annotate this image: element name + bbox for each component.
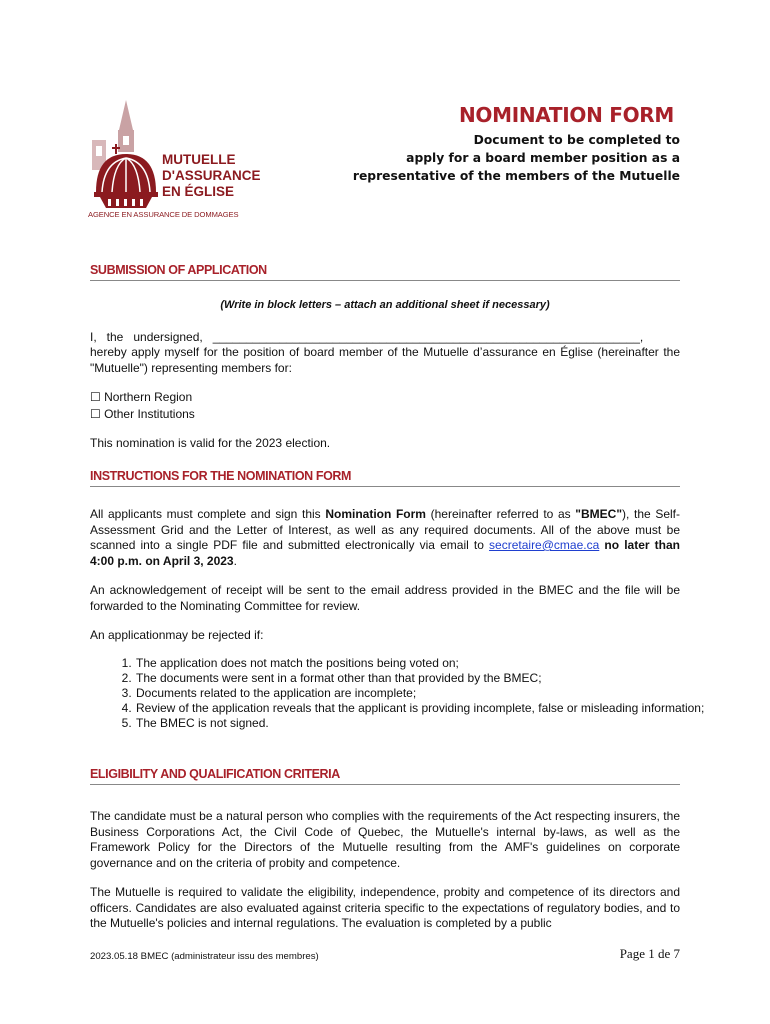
document-reference: 2023.05.18 BMEC (administrateur issu des membres) — [90, 951, 319, 962]
checkbox-northern-region[interactable]: ☐ Northern Region — [90, 390, 193, 404]
application-statement: hereby apply myself for the position of board member of the Mutuelle d’assurance en Église (hereinafter the "Mutuelle") representing members for: — [90, 345, 680, 375]
applicant-name-field[interactable]: ________________________________________________________________, — [212, 330, 644, 344]
validity-note: This nomination is valid for the 2023 election. — [90, 436, 331, 450]
section-heading-eligibility: ELIGIBILITY AND QUALIFICATION CRITERIA — [90, 767, 340, 781]
bmec-term: "BMEC" — [575, 507, 623, 521]
page-number: Page 1 de 7 — [619, 946, 680, 961]
logo-name-line3: EN ÉGLISE — [162, 184, 235, 199]
list-item: 4. Review of the application reveals that the applicant is providing incomplete, false or misleading information; — [135, 701, 725, 716]
section-heading-submission: SUBMISSION OF APPLICATION — [90, 263, 267, 277]
church-dome-icon — [86, 100, 166, 212]
section-divider — [90, 280, 680, 281]
instructions-paragraph-2: An acknowledgement of receipt will be sent to the email address provided in the BMEC and the file will be forwarded to the Nominating Committee for review. — [90, 583, 680, 613]
section-divider — [90, 486, 680, 487]
instructions-paragraph-1 — [90, 507, 680, 569]
block-letters-instruction: (Write in block letters – attach an additional sheet if necessary) — [220, 299, 550, 311]
list-item: 2. The documents were sent in a format other than that provided by the BMEC; — [135, 671, 725, 686]
subtitle-line: Document to be completed to — [473, 133, 680, 147]
checkbox-other-institutions[interactable]: ☐ Other Institutions — [90, 407, 195, 421]
logo-name-line1: MUTUELLE — [162, 152, 236, 167]
instructions-paragraph-3: An applicationmay be rejected if: — [90, 628, 264, 642]
applicant-name-line — [90, 330, 680, 346]
logo-company-name — [162, 152, 260, 200]
page-title: NOMINATION FORM — [458, 103, 674, 127]
instr-text: . — [233, 553, 237, 568]
subtitle-line: representative of the members of the Mutuelle — [352, 169, 680, 183]
logo-tagline: AGENCE EN ASSURANCE DE DOMMAGES — [88, 210, 239, 219]
list-item: 5. The BMEC is not signed. — [135, 716, 725, 731]
nomination-form-term: Nomination Form — [325, 507, 426, 521]
applicant-prefix: I, the undersigned, — [90, 330, 213, 344]
subtitle-line: apply for a board member position as a — [406, 151, 680, 165]
instr-text: All applicants must complete and sign this — [90, 507, 326, 521]
email-link[interactable]: secretaire@cmae.ca — [489, 538, 600, 552]
list-item: 1. The application does not match the positions being voted on; — [135, 656, 725, 671]
instr-text: (hereinafter referred to as — [425, 507, 576, 521]
eligibility-paragraph-1: The candidate must be a natural person who complies with the requirements of the Act respecting insurers, the Business Corporations Act, the Civil Code of Quebec, the Mutuelle's internal by-laws, as well as the Framework Policy for the Directors of the Mutuelle resulting from the AMF's guidelines on corporate governance and on the criteria of probity and competence. — [90, 809, 680, 870]
section-divider — [90, 784, 680, 785]
page-subtitle — [353, 131, 680, 185]
list-item: 3. Documents related to the application are incomplete; — [135, 686, 725, 701]
section-heading-instructions: INSTRUCTIONS FOR THE NOMINATION FORM — [90, 469, 352, 483]
eligibility-paragraph-2: The Mutuelle is required to validate the eligibility, independence, probity and competence of its directors and officers. Candidates are also evaluated against criteria specific to the expectations of regulatory bodies, and to the Mutuelle's policies and internal regulations. The evaluation is completed by a public — [90, 885, 680, 930]
deadline-text: no later than 4:00 p.m. on April 3, 2023 — [90, 538, 680, 568]
mutuelle-logo — [86, 100, 261, 225]
instr-text: ), the Self-Assessment Grid and the Letter of Interest, as well as any required documents. All of the above must be scanned into a single PDF file and submitted electronically via email to — [90, 507, 681, 552]
rejection-reasons-list — [90, 656, 725, 731]
logo-name-line2: D'ASSURANCE — [162, 168, 261, 183]
